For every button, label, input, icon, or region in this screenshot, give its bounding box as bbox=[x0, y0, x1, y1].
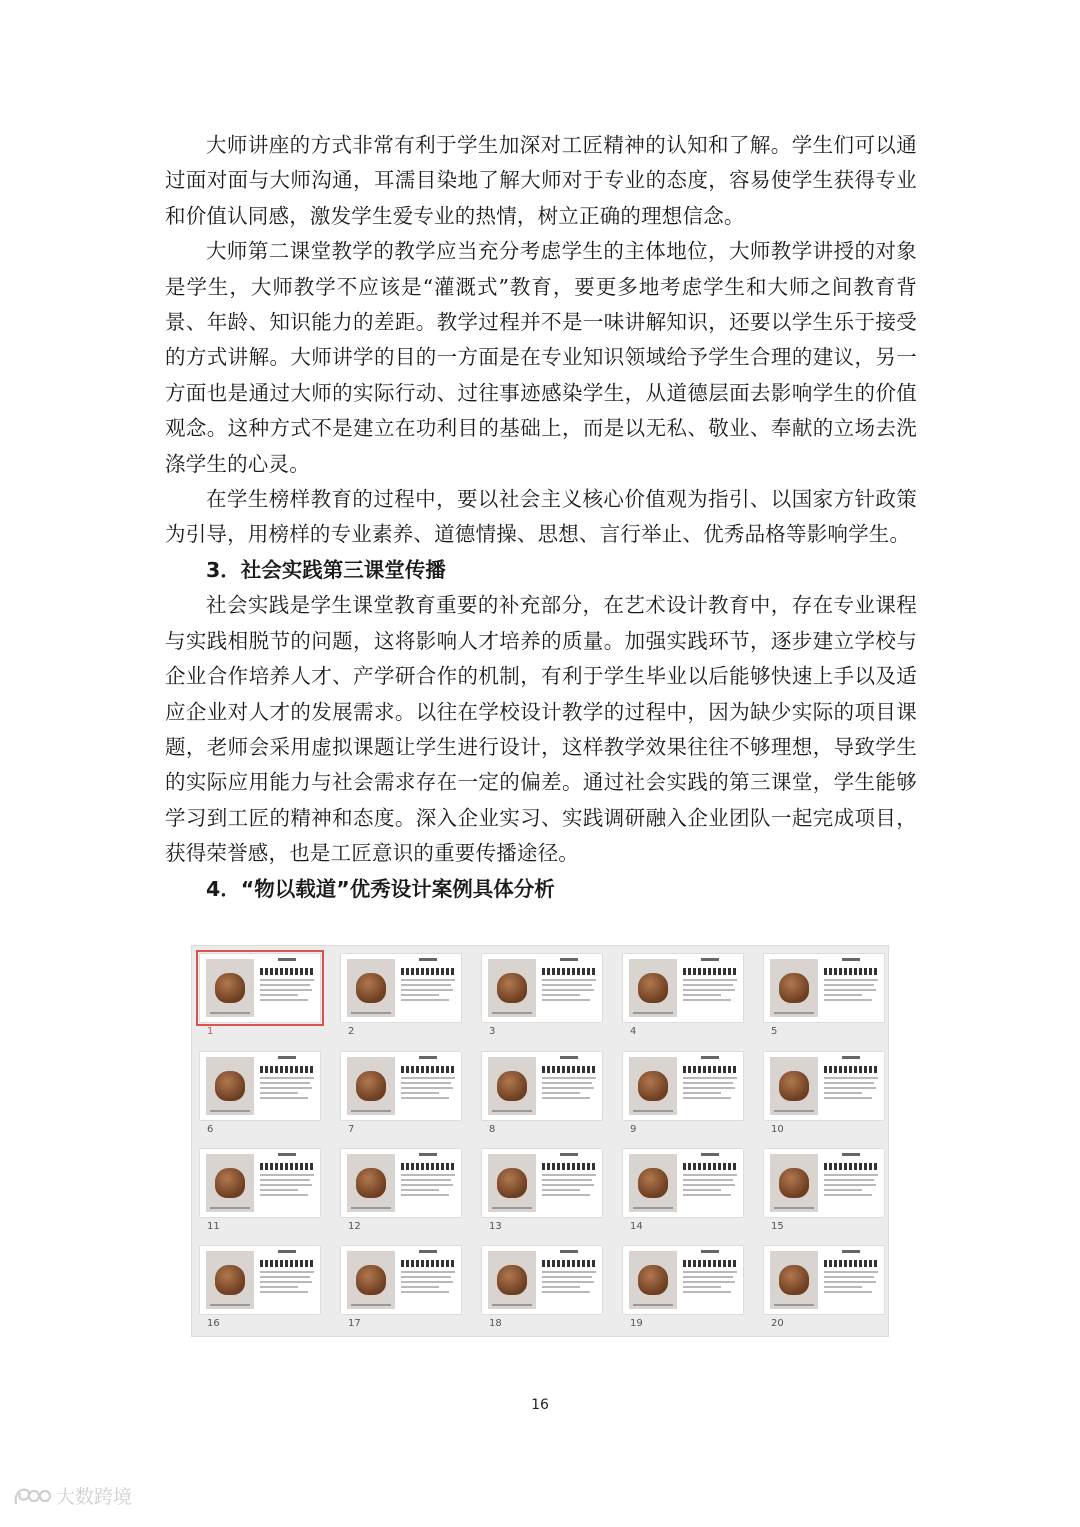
slide-thumbnail-grid bbox=[191, 945, 889, 1337]
artifact-photo bbox=[488, 1251, 536, 1309]
pottery-icon bbox=[497, 1168, 527, 1198]
slide-title-bar bbox=[401, 1153, 455, 1159]
slide-thumbnail[interactable] bbox=[482, 1246, 610, 1338]
pattern-strip bbox=[683, 1260, 737, 1267]
slide-preview bbox=[341, 1149, 461, 1217]
slide-number: 14 bbox=[630, 1221, 643, 1232]
pottery-icon bbox=[497, 973, 527, 1003]
slide-number: 16 bbox=[207, 1318, 220, 1329]
artifact-photo bbox=[770, 1154, 818, 1212]
pattern-strip bbox=[542, 1163, 596, 1170]
slide-thumbnail[interactable] bbox=[623, 1052, 751, 1144]
slide-caption bbox=[210, 1012, 250, 1014]
artifact-photo bbox=[488, 959, 536, 1017]
slide-caption bbox=[633, 1110, 673, 1112]
slide-caption bbox=[351, 1110, 391, 1112]
pattern-strip bbox=[824, 1260, 878, 1267]
slide-number: 17 bbox=[348, 1318, 361, 1329]
paragraph: 大师讲座的方式非常有利于学生加深对工匠精神的认知和了解。学生们可以通过面对面与大师沟通，耳濡目染地了解大师对于专业的态度，容易使学生获得专业和价值认同感，激发学生爱专业的热情，树立正确的理想信念。 bbox=[165, 133, 917, 228]
slide-thumbnail[interactable] bbox=[482, 1052, 610, 1144]
pattern-strip bbox=[260, 1163, 314, 1170]
slide-number: 15 bbox=[771, 1221, 784, 1232]
slide-number: 20 bbox=[771, 1318, 784, 1329]
slide-preview bbox=[200, 1149, 320, 1217]
slide-caption bbox=[774, 1304, 814, 1306]
slide-title-bar bbox=[824, 958, 878, 964]
pottery-icon bbox=[215, 1071, 245, 1101]
slide-caption bbox=[210, 1110, 250, 1112]
slide-caption bbox=[492, 1304, 532, 1306]
slide-text-lines bbox=[824, 1271, 878, 1296]
pattern-strip bbox=[542, 968, 596, 975]
slide-text-lines bbox=[683, 1174, 737, 1199]
artifact-photo bbox=[488, 1057, 536, 1115]
pattern-strip bbox=[824, 968, 878, 975]
pattern-strip bbox=[401, 968, 455, 975]
slide-title-bar bbox=[683, 958, 737, 964]
slide-thumbnail[interactable] bbox=[764, 1246, 892, 1338]
section-heading-4: 4．“物以载道”优秀设计案例具体分析 bbox=[206, 876, 555, 901]
artifact-photo bbox=[347, 1154, 395, 1212]
slide-caption bbox=[210, 1207, 250, 1209]
slide-text-lines bbox=[401, 1174, 455, 1199]
pottery-icon bbox=[215, 973, 245, 1003]
slide-caption bbox=[774, 1110, 814, 1112]
slide-title-bar bbox=[542, 958, 596, 964]
pattern-strip bbox=[260, 1066, 314, 1073]
pattern-strip bbox=[401, 1260, 455, 1267]
slide-number: 8 bbox=[489, 1124, 496, 1135]
slide-text-lines bbox=[542, 1271, 596, 1296]
artifact-photo bbox=[770, 1057, 818, 1115]
pattern-strip bbox=[401, 1163, 455, 1170]
pottery-icon bbox=[497, 1071, 527, 1101]
slide-title-bar bbox=[401, 1056, 455, 1062]
slide-thumbnail[interactable] bbox=[764, 1149, 892, 1241]
slide-thumbnail[interactable] bbox=[200, 1149, 328, 1241]
artifact-photo bbox=[629, 959, 677, 1017]
slide-text-lines bbox=[401, 1077, 455, 1102]
slide-preview bbox=[764, 1149, 884, 1217]
slide-preview bbox=[341, 1246, 461, 1314]
slide-thumbnail[interactable] bbox=[341, 1246, 469, 1338]
slide-caption bbox=[351, 1012, 391, 1014]
slide-text-lines bbox=[824, 1077, 878, 1102]
slide-preview bbox=[341, 954, 461, 1022]
slide-thumbnail[interactable] bbox=[341, 1052, 469, 1144]
slide-preview bbox=[200, 1246, 320, 1314]
pattern-strip bbox=[401, 1066, 455, 1073]
slide-title-bar bbox=[824, 1056, 878, 1062]
slide-thumbnail[interactable] bbox=[482, 1149, 610, 1241]
pattern-strip bbox=[683, 968, 737, 975]
slide-caption bbox=[633, 1304, 673, 1306]
slide-caption bbox=[210, 1304, 250, 1306]
slide-text-lines bbox=[683, 979, 737, 1004]
slide-preview bbox=[764, 1052, 884, 1120]
section-heading-3: 3．社会实践第三课堂传播 bbox=[206, 557, 446, 582]
pottery-icon bbox=[356, 1265, 386, 1295]
pattern-strip bbox=[683, 1066, 737, 1073]
slide-title-bar bbox=[824, 1250, 878, 1256]
slide-preview bbox=[623, 1052, 743, 1120]
slide-text-lines bbox=[260, 1271, 314, 1296]
slide-number: 9 bbox=[630, 1124, 637, 1135]
slide-number: 1 bbox=[207, 1026, 214, 1037]
slide-text-lines bbox=[401, 979, 455, 1004]
slide-number: 4 bbox=[630, 1026, 637, 1037]
slide-preview bbox=[764, 954, 884, 1022]
slide-number: 12 bbox=[348, 1221, 361, 1232]
slide-preview bbox=[623, 954, 743, 1022]
artifact-photo bbox=[206, 1154, 254, 1212]
pattern-strip bbox=[542, 1066, 596, 1073]
pottery-icon bbox=[638, 1168, 668, 1198]
artifact-photo bbox=[770, 1251, 818, 1309]
slide-thumbnail[interactable] bbox=[623, 1246, 751, 1338]
pottery-icon bbox=[779, 973, 809, 1003]
slide-title-bar bbox=[683, 1250, 737, 1256]
slide-caption bbox=[633, 1012, 673, 1014]
slide-title-bar bbox=[542, 1250, 596, 1256]
slide-thumbnail[interactable] bbox=[341, 1149, 469, 1241]
slide-title-bar bbox=[260, 1153, 314, 1159]
artifact-photo bbox=[629, 1154, 677, 1212]
slide-preview bbox=[482, 1246, 602, 1314]
slide-title-bar bbox=[542, 1056, 596, 1062]
slide-text-lines bbox=[824, 979, 878, 1004]
slide-number: 19 bbox=[630, 1318, 643, 1329]
artifact-photo bbox=[629, 1057, 677, 1115]
slide-caption bbox=[351, 1304, 391, 1306]
artifact-photo bbox=[770, 959, 818, 1017]
slide-title-bar bbox=[824, 1153, 878, 1159]
pottery-icon bbox=[779, 1265, 809, 1295]
slide-number: 11 bbox=[207, 1221, 220, 1232]
slide-text-lines bbox=[683, 1077, 737, 1102]
slide-text-lines bbox=[542, 1077, 596, 1102]
pottery-icon bbox=[638, 1071, 668, 1101]
slide-thumbnail[interactable] bbox=[341, 954, 469, 1046]
pattern-strip bbox=[824, 1163, 878, 1170]
artifact-photo bbox=[206, 1057, 254, 1115]
paragraph: 社会实践是学生课堂教育重要的补充部分，在艺术设计教育中，存在专业课程与实践相脱节的问题，这将影响人才培养的质量。加强实践环节，逐步建立学校与企业合作培养人才、产学研合作的机制，有利于学生毕业以后能够快速上手以及适应企业对人才的发展需求。以往在学校设计教学的过程中，因为缺少实际的项目课题，老师会采用虚拟课题让学生进行设计，这样教学效果往往不够理想，导致学生的实际应用能力与社会需求存在一定的偏差。通过社会实践的第三课堂，学生能够学习到工匠的精神和态度。深入企业实习、实践调研融入企业团队一起完成项目，获得荣誉感，也是工匠意识的重要传播途径。 bbox=[165, 593, 917, 866]
slide-caption bbox=[774, 1207, 814, 1209]
artifact-photo bbox=[629, 1251, 677, 1309]
pattern-strip bbox=[824, 1066, 878, 1073]
slide-title-bar bbox=[401, 958, 455, 964]
slide-thumbnail[interactable] bbox=[200, 1052, 328, 1144]
slide-thumbnail[interactable] bbox=[764, 954, 892, 1046]
pottery-icon bbox=[497, 1265, 527, 1295]
slide-caption bbox=[351, 1207, 391, 1209]
slide-text-lines bbox=[824, 1174, 878, 1199]
slide-preview bbox=[482, 954, 602, 1022]
pattern-strip bbox=[683, 1163, 737, 1170]
slide-preview bbox=[482, 1052, 602, 1120]
slide-title-bar bbox=[260, 1056, 314, 1062]
slide-thumbnail[interactable] bbox=[200, 1246, 328, 1338]
slide-text-lines bbox=[260, 979, 314, 1004]
pattern-strip bbox=[542, 1260, 596, 1267]
slide-thumbnail[interactable] bbox=[200, 954, 328, 1046]
artifact-photo bbox=[488, 1154, 536, 1212]
slide-preview bbox=[200, 954, 320, 1022]
slide-thumbnail[interactable] bbox=[764, 1052, 892, 1144]
pattern-strip bbox=[260, 968, 314, 975]
pottery-icon bbox=[779, 1168, 809, 1198]
slide-text-lines bbox=[542, 1174, 596, 1199]
slide-text-lines bbox=[260, 1077, 314, 1102]
slide-number: 5 bbox=[771, 1026, 778, 1037]
pottery-icon bbox=[215, 1168, 245, 1198]
body-text bbox=[165, 128, 917, 907]
pottery-icon bbox=[356, 1071, 386, 1101]
slide-caption bbox=[492, 1110, 532, 1112]
slide-number: 3 bbox=[489, 1026, 496, 1037]
page-number: 16 bbox=[531, 1397, 549, 1413]
artifact-photo bbox=[206, 959, 254, 1017]
paragraph: 在学生榜样教育的过程中，要以社会主义核心价值观为指引、以国家方针政策为引导，用榜样的专业素养、道德情操、思想、言行举止、优秀品格等影响学生。 bbox=[165, 487, 917, 547]
slide-title-bar bbox=[260, 1250, 314, 1256]
slide-caption bbox=[492, 1207, 532, 1209]
slide-preview bbox=[623, 1246, 743, 1314]
slide-preview bbox=[341, 1052, 461, 1120]
slide-number: 7 bbox=[348, 1124, 355, 1135]
slide-caption bbox=[492, 1012, 532, 1014]
slide-text-lines bbox=[683, 1271, 737, 1296]
pottery-icon bbox=[638, 1265, 668, 1295]
slide-number: 10 bbox=[771, 1124, 784, 1135]
slide-title-bar bbox=[260, 958, 314, 964]
paragraph: 大师第二课堂教学的教学应当充分考虑学生的主体地位，大师教学讲授的对象是学生，大师教学不应该是“灌溉式”教育，要更多地考虑学生和大师之间教育背景、年龄、知识能力的差距。教学过程并不是一味讲解知识，还要以学生乐于接受的方式讲解。大师讲学的目的一方面是在专业知识领域给予学生合理的建议，另一方面也是通过大师的实际行动、过往事迹感染学生，从道德层面去影响学生的价值观念。这种方式不是建立在功利目的基础上，而是以无私、敬业、奉献的立场去洗涤学生的心灵。 bbox=[165, 239, 917, 476]
slide-preview bbox=[623, 1149, 743, 1217]
slide-caption bbox=[633, 1207, 673, 1209]
slide-text-lines bbox=[542, 979, 596, 1004]
pottery-icon bbox=[638, 973, 668, 1003]
artifact-photo bbox=[347, 1057, 395, 1115]
slide-title-bar bbox=[683, 1056, 737, 1062]
slide-thumbnail[interactable] bbox=[623, 954, 751, 1046]
pottery-icon bbox=[779, 1071, 809, 1101]
slide-number: 2 bbox=[348, 1026, 355, 1037]
slide-title-bar bbox=[401, 1250, 455, 1256]
artifact-photo bbox=[206, 1251, 254, 1309]
pottery-icon bbox=[356, 1168, 386, 1198]
artifact-photo bbox=[347, 959, 395, 1017]
slide-thumbnail[interactable] bbox=[482, 954, 610, 1046]
slide-number: 6 bbox=[207, 1124, 214, 1135]
slide-preview bbox=[764, 1246, 884, 1314]
watermark bbox=[12, 1482, 132, 1509]
slide-number: 18 bbox=[489, 1318, 502, 1329]
pottery-icon bbox=[356, 973, 386, 1003]
watermark-text: 大数跨境 bbox=[56, 1486, 133, 1508]
pattern-strip bbox=[260, 1260, 314, 1267]
logo-icon bbox=[12, 1485, 52, 1507]
slide-thumbnail[interactable] bbox=[623, 1149, 751, 1241]
slide-title-bar bbox=[542, 1153, 596, 1159]
slide-number: 13 bbox=[489, 1221, 502, 1232]
slide-text-lines bbox=[260, 1174, 314, 1199]
slide-text-lines bbox=[401, 1271, 455, 1296]
slide-preview bbox=[200, 1052, 320, 1120]
slide-title-bar bbox=[683, 1153, 737, 1159]
slide-caption bbox=[774, 1012, 814, 1014]
slide-preview bbox=[482, 1149, 602, 1217]
pottery-icon bbox=[215, 1265, 245, 1295]
artifact-photo bbox=[347, 1251, 395, 1309]
